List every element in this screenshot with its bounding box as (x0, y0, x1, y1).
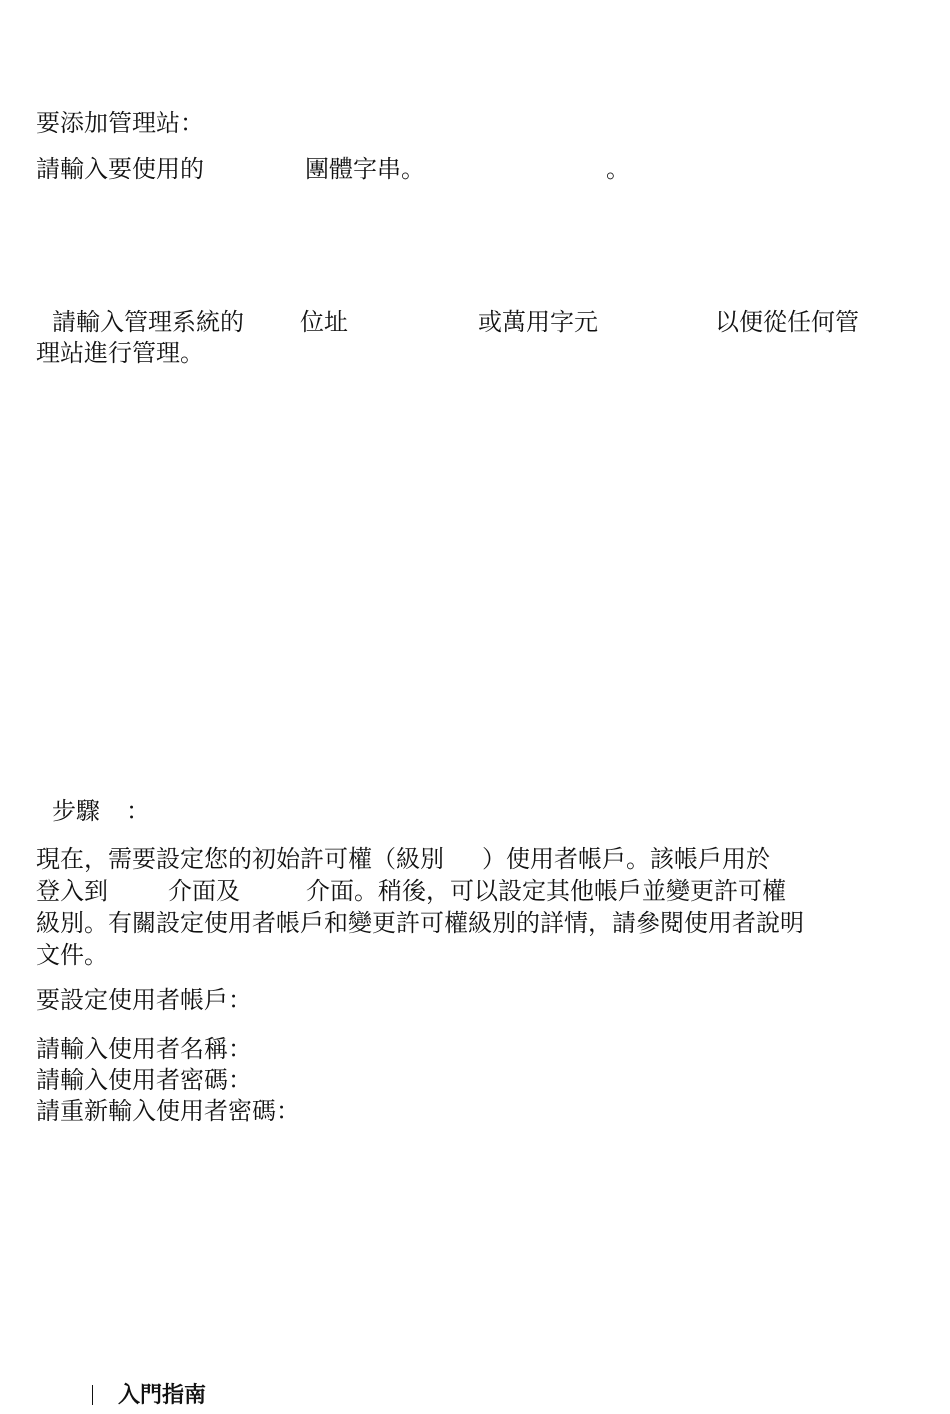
step-label-colon: ： (126, 797, 150, 825)
user-account-heading: 要設定使用者帳戶： (36, 986, 252, 1014)
address-instruction-part5: 理站進行管理。 (36, 339, 204, 367)
password-confirm-prompt: 請重新輸入使用者密碼： (36, 1097, 300, 1125)
step-label: 步驟 (52, 797, 100, 825)
community-string-instruction-end: 。 (606, 155, 630, 183)
intro-line-2-part2: 介面及 (168, 877, 240, 905)
add-station-heading: 要添加管理站： (36, 109, 204, 137)
password-prompt: 請輸入使用者密碼： (36, 1066, 252, 1094)
address-instruction-part1: 請輸入管理系統的 (52, 308, 244, 336)
intro-line-3: 級別。有關設定使用者帳戶和變更許可權級別的詳情，請參閱使用者說明 (36, 909, 804, 937)
intro-line-4: 文件。 (36, 941, 108, 969)
intro-line-2 (36, 875, 896, 907)
intro-line-1-part2: ）使用者帳戶。該帳戶用於 (482, 845, 770, 873)
footer-divider (92, 1385, 93, 1405)
intro-line-1-part1: 現在，需要設定您的初始許可權（級別 (36, 845, 444, 873)
footer-title: 入門指南 (118, 1383, 207, 1408)
community-string-instruction-part1: 請輸入要使用的 (36, 155, 204, 183)
address-instruction-part4: 以便從任何管 (715, 308, 859, 336)
address-instruction-part3: 或萬用字元 (478, 308, 598, 336)
address-instruction-part2: 位址 (300, 308, 348, 336)
intro-line-2-part1: 登入到 (36, 877, 108, 905)
community-string-instruction-part2: 團體字串。 (305, 155, 425, 183)
intro-line-1 (36, 843, 896, 875)
intro-line-2-part3: 介面。稍後，可以設定其他帳戶並變更許可權 (306, 877, 786, 905)
user-account-intro (36, 843, 896, 971)
username-prompt: 請輸入使用者名稱： (36, 1035, 252, 1063)
